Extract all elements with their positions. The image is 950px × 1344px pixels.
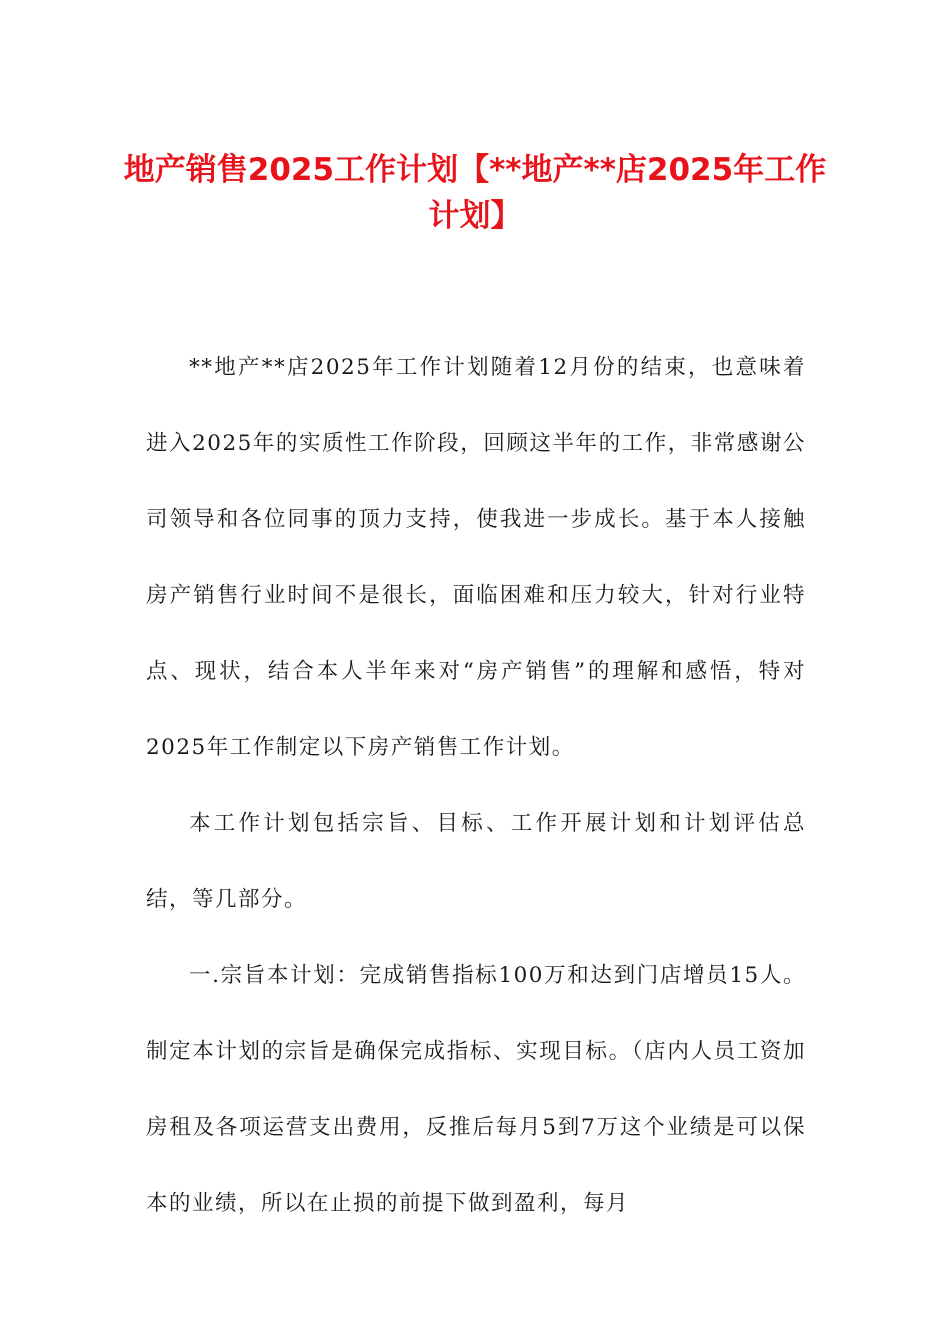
paragraph-overview: 本工作计划包括宗旨、目标、工作开展计划和计划评估总结，等几部分。 [146,811,806,912]
document-title: 地产销售2025工作计划【**地产**店2025年工作计划】 [123,152,827,234]
document-body [146,330,806,1242]
paragraph-intro: **地产**店2025年工作计划随着12月份的结束，也意味着进入2025年的实质性工作阶段，回顾这半年的工作，非常感谢公司领导和各位同事的顶力支持，使我进一步成长。基于本人接触房产销售行业时间不是很长，面临困难和压力较大，针对行业特点、现状，结合本人半年来对“房产销售”的理解和感悟，特对2025年工作制定以下房产销售工作计划。 [146,355,806,760]
paragraph-purpose: 一.宗旨本计划：完成销售指标100万和达到门店增员15人。制定本计划的宗旨是确保完成指标、实现目标。（店内人员工资加房租及各项运营支出费用，反推后每月5到7万这个业绩是可以保本的业绩，所以在止损的前提下做到盈利，每月 [146,963,806,1216]
